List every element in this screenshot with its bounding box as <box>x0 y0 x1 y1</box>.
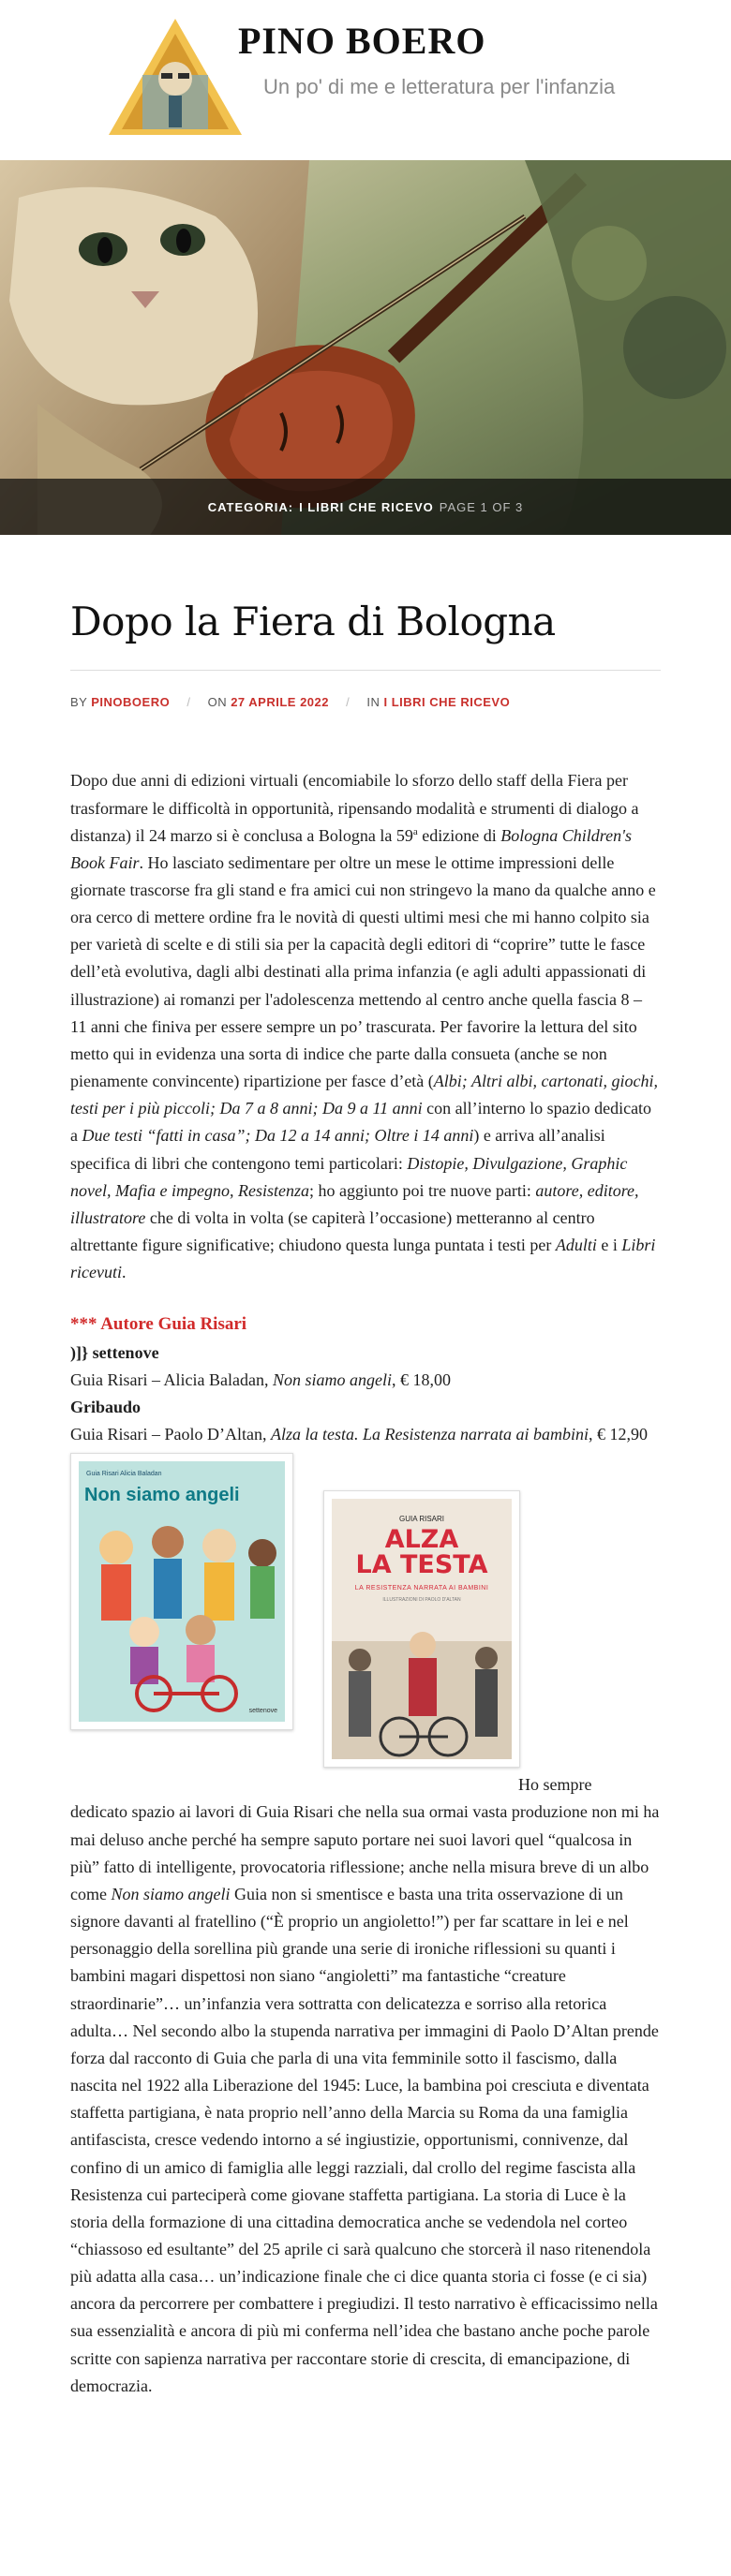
site-description: Un po' di me e letteratura per l'infanzia <box>263 75 616 98</box>
cover-image <box>79 1461 285 1722</box>
intro-adults: Adulti <box>555 1236 597 1255</box>
section-heading: *** Autore Guia Risari <box>70 1314 247 1335</box>
meta-author-link[interactable]: PINOBOERO <box>91 695 171 710</box>
meta-category-link[interactable]: I LIBRI CHE RICEVO <box>383 695 511 710</box>
post-content <box>70 767 661 2400</box>
book-title: Alza la testa. La Resistenza narrata ai bambini <box>270 1424 589 1443</box>
book-entry <box>70 1367 661 1394</box>
intro-text: . <box>121 1263 127 1282</box>
intro-text: che di volta in volta (se capiterà l’occasione) metteranno al centro altrettante figure significative; chiudono questa lunga puntata i testi per <box>70 1207 595 1255</box>
cover-author: GUIA RISARI <box>398 1515 444 1524</box>
meta-on-label: ON <box>207 695 228 710</box>
intro-age-ranges: Albi; Altri albi, cartonati, giochi, testi per i più piccoli; Da 7 a 8 anni; Da 9 a 11 anni <box>70 1072 658 1118</box>
cover-subtitle: LA RESISTENZA NARRATA AI BAMBINI <box>354 1585 489 1592</box>
book-price: , € 18,00 <box>391 1369 451 1389</box>
cover-authors: Guia Risari Alicia Baladan <box>86 1471 162 1478</box>
meta-separator: / <box>346 695 351 710</box>
intro-sup: a <box>412 825 418 837</box>
intro-fair-name: Bologna Children's Book Fair <box>70 825 632 872</box>
review-text: dedicato spazio ai lavori di Guia Risari che nella sua ormai vasta produzione non mi ha mai deluso anche perché ha sempre saputo portare nei suoi lavori quel “qualcosa in più” fatto di intelligente, provocatoria riflessione; anche nella misura breve di un albo come <box>70 1802 660 1903</box>
intro-themes: Distopie, Divulgazione, Graphic novel, Mafia e impegno, Resistenza <box>70 1153 628 1200</box>
cover-title-line: LA TESTA <box>355 1550 488 1580</box>
site-header <box>0 0 731 160</box>
intro-text: con all’interno lo spazio dedicato a <box>70 1099 652 1146</box>
archive-page-info: PAGE 1 OF 3 <box>439 499 524 514</box>
intro-parts: autore, editore, illustratore <box>70 1180 639 1227</box>
book-cover-alza-la-testa[interactable] <box>323 1490 520 1768</box>
review-text-start: Ho sempre <box>518 1775 592 1795</box>
archive-label: CATEGORIA: <box>207 499 294 514</box>
book-cover-non-siamo-angeli[interactable] <box>70 1453 293 1730</box>
meta-separator: / <box>186 695 191 710</box>
book-title: Non siamo angeli <box>272 1369 392 1389</box>
children-illustration <box>79 1510 285 1716</box>
post-meta <box>70 670 661 709</box>
review-book-title: Non siamo angeli <box>111 1884 231 1903</box>
book-authors: Guia Risari – Paolo D’Altan, <box>70 1424 271 1443</box>
cover-publisher: settenove <box>248 1707 277 1714</box>
cover-title <box>332 1525 512 1580</box>
book-covers <box>70 1453 661 1771</box>
intro-text: ) e arriva all’analisi specifica di libri che contengono temi particolari: <box>70 1126 605 1173</box>
meta-date-link[interactable]: 27 APRILE 2022 <box>231 695 329 710</box>
archive-category: I LIBRI CHE RICEVO <box>299 499 434 514</box>
intro-text: . Ho lasciato sedimentare per oltre un mese le ottime impressioni delle giornate trascorse fra gli stand e fra amici cui non stringevo la mano da qualche anno e ora cerco di mettere ordine fra le novità di questi ultimi mesi che mi hanno colpito sia per varietà di scelte e di stili sia per la capacità degli editori di “coprire” tutte le fasce dell’età evolutiva, dagli albi destinati alla prima infanzia (e agli adulti appassionati di illustrazione) ai romanzi per l'adolescenza mettendo al centro anche quella fascia 8 – 11 anni che finiva per essere sempre un po’ trascurata. Per favorire la lettura del sito metto qui in evidenza una sorta di indice che parte dalla consueta (anche se non pienamente convincente) ripartizione per fasce d’età ( <box>70 852 656 1091</box>
meta-by-label: BY <box>70 695 88 710</box>
header-image <box>0 160 731 535</box>
publisher-name: )]} settenove <box>70 1343 159 1363</box>
cover-illustrator: ILLUSTRAZIONI DI PAOLO D'ALTAN <box>382 1597 461 1604</box>
intro-two-texts: Due testi “fatti in casa”; Da 12 a 14 anni; Oltre i 14 anni <box>82 1126 474 1146</box>
cover-title: Non siamo angeli <box>84 1485 240 1506</box>
meta-in-label: IN <box>366 695 380 710</box>
cover-title-line: ALZA <box>384 1525 459 1555</box>
intro-text: ; ho aggiunto poi tre nuove parti: <box>308 1180 536 1200</box>
archive-info-bar <box>0 479 731 535</box>
cover-image <box>332 1499 512 1759</box>
post-article <box>0 599 731 2400</box>
intro-text: Dopo due anni di edizioni virtuali (encomiabile lo sforzo dello staff della Fiera per trasformare le difficoltà in opportunità, ripensando modalità e strumenti di dialogo a distanza) il 24 marzo si è conclusa a Bologna la 59 <box>70 771 639 845</box>
intro-text: edizione di <box>417 825 501 845</box>
book-authors: Guia Risari – Alicia Baladan, <box>70 1369 273 1389</box>
site-logo[interactable] <box>105 15 246 139</box>
intro-received: Libri ricevuti <box>70 1236 656 1282</box>
site-title[interactable]: PINO BOERO <box>238 20 486 62</box>
post-title[interactable]: Dopo la Fiera di Bologna <box>70 599 556 644</box>
book-price: , € 12,90 <box>589 1424 648 1443</box>
crowd-illustration <box>332 1604 512 1759</box>
book-entry <box>70 1421 661 1448</box>
intro-text: e i <box>596 1236 622 1255</box>
review-text: Guia non si smentisce e basta una trita osservazione di un signore davanti al fratellino (“È proprio un angioletto!”) per far scattare in lei e nel personaggio della sorellina più grande una serie di ironiche riflessioni su quanti i bambini magari dispettosi non siano “angioletti” ma fantastiche “creature straordinarie”… un’infanzia vera sottratta con delicatezza e sorriso alla retorica adulta… Nel secondo albo la stupenda narrativa per immagini di Paolo D’Altan prende forza dal racconto di Guia che parla di una vita femminile sotto il fascismo, dalla nascita nel 1922 alla Liberazione del 1945: Luce, la bambina poi cresciuta e diventata staffetta partigiana, è nata proprio nell’anno della Marcia su Roma da una famiglia antifascista, cresce vedendo intorno a sé ingiustizie, opportunismi, connivenze, dal confino di un amico di famiglia alle leggi razziali, dal crollo del regime fascista alla Resistenza cui parteciperà come giovane staffetta partigiana. La storia di Luce è la storia della formazione di una cittadina democratica anche se vedendola nel corteo “chiassoso ed esultante” del 25 aprile ci sarà qualcuno che storcerà il naso ritenendola più adatta alla casa… un’indicazione finale che ci dice quanta storia ci fosse (e ci sia) ancora da percorrere per combattere i pregiudizi. Il testo narrativo è efficacissimo nella sua essenzialità e ancora di più mi conferma nell’idea che bastano anche poche parole scritte con sapienza narrativa per raccontare storie di crescita, di emancipazione, di democrazia. <box>70 1884 659 2395</box>
publisher-name: Gribaudo <box>70 1397 142 1416</box>
review-paragraph <box>70 1771 661 2400</box>
intro-paragraph <box>70 767 661 1286</box>
